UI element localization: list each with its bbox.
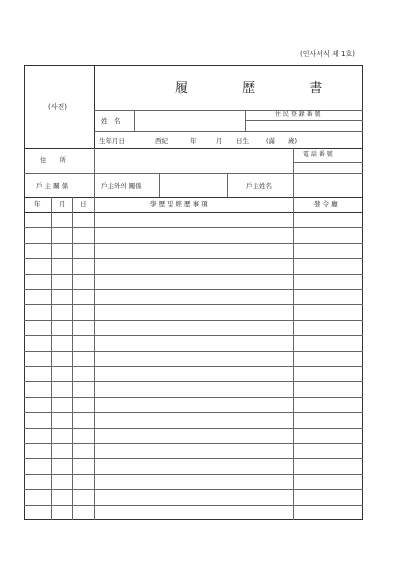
resident-no-field[interactable] xyxy=(246,121,362,130)
form-title: 履 歷 書 xyxy=(175,81,348,96)
photo-box-border xyxy=(94,65,95,148)
history-row[interactable] xyxy=(24,335,363,350)
household-head-name-label: 戶主姓名 xyxy=(246,182,272,190)
history-row[interactable] xyxy=(24,381,363,396)
history-row[interactable] xyxy=(24,227,363,242)
birth-label: 生年月日 xyxy=(99,137,125,145)
history-row[interactable] xyxy=(24,474,363,489)
history-row[interactable] xyxy=(24,274,363,289)
history-row[interactable] xyxy=(24,351,363,366)
resident-no-label: 住 民 登 錄 番 號 xyxy=(275,111,321,118)
photo-placeholder-label: (사진) xyxy=(48,103,67,111)
household-row-bottom xyxy=(24,197,363,198)
history-row[interactable] xyxy=(24,397,363,412)
relation-to-head-label: 戶主와의 關係 xyxy=(101,182,142,190)
household-divider-3 xyxy=(227,173,228,197)
history-row[interactable] xyxy=(24,428,363,443)
address-label: 住 所 xyxy=(40,156,66,164)
history-row[interactable] xyxy=(24,243,363,258)
history-row[interactable] xyxy=(24,412,363,427)
history-header-issuer: 發 令 廳 xyxy=(314,200,338,208)
phone-label: 電 話 番 號 xyxy=(303,151,333,158)
birth-day: 日生 xyxy=(236,137,249,145)
history-row[interactable] xyxy=(24,443,363,458)
history-row[interactable] xyxy=(24,289,363,304)
household-head-relation-label: 戶 主 關 係 xyxy=(36,182,69,190)
history-row[interactable] xyxy=(24,258,363,273)
history-row[interactable] xyxy=(24,320,363,335)
history-header-year: 年 xyxy=(34,200,41,208)
household-divider-1 xyxy=(94,173,95,197)
history-row[interactable] xyxy=(24,458,363,473)
history-row[interactable] xyxy=(24,505,363,520)
phone-field[interactable] xyxy=(294,163,362,172)
birth-age-open: (滿 xyxy=(266,137,276,145)
history-header-day: 日 xyxy=(80,200,87,208)
name-field[interactable] xyxy=(135,111,245,130)
birth-date-field[interactable] xyxy=(150,132,310,147)
name-label: 姓 名 xyxy=(101,117,121,125)
form-code: (인사서식 제 1호) xyxy=(300,50,355,58)
household-head-name-field[interactable] xyxy=(294,174,362,196)
history-header-content: 學 歷 및 經 歷 事 項 xyxy=(150,200,208,208)
birth-era: 西紀 xyxy=(155,137,168,145)
history-row[interactable] xyxy=(24,304,363,319)
birth-month: 月 xyxy=(216,137,223,145)
birth-age-close: 歲) xyxy=(288,137,298,145)
history-row[interactable] xyxy=(24,212,363,227)
history-row[interactable] xyxy=(24,489,363,504)
address-field[interactable] xyxy=(95,149,292,172)
relation-to-head-field[interactable] xyxy=(160,174,226,196)
history-row[interactable] xyxy=(24,366,363,381)
birth-year: 年 xyxy=(190,137,197,145)
history-header-month: 月 xyxy=(59,200,66,208)
